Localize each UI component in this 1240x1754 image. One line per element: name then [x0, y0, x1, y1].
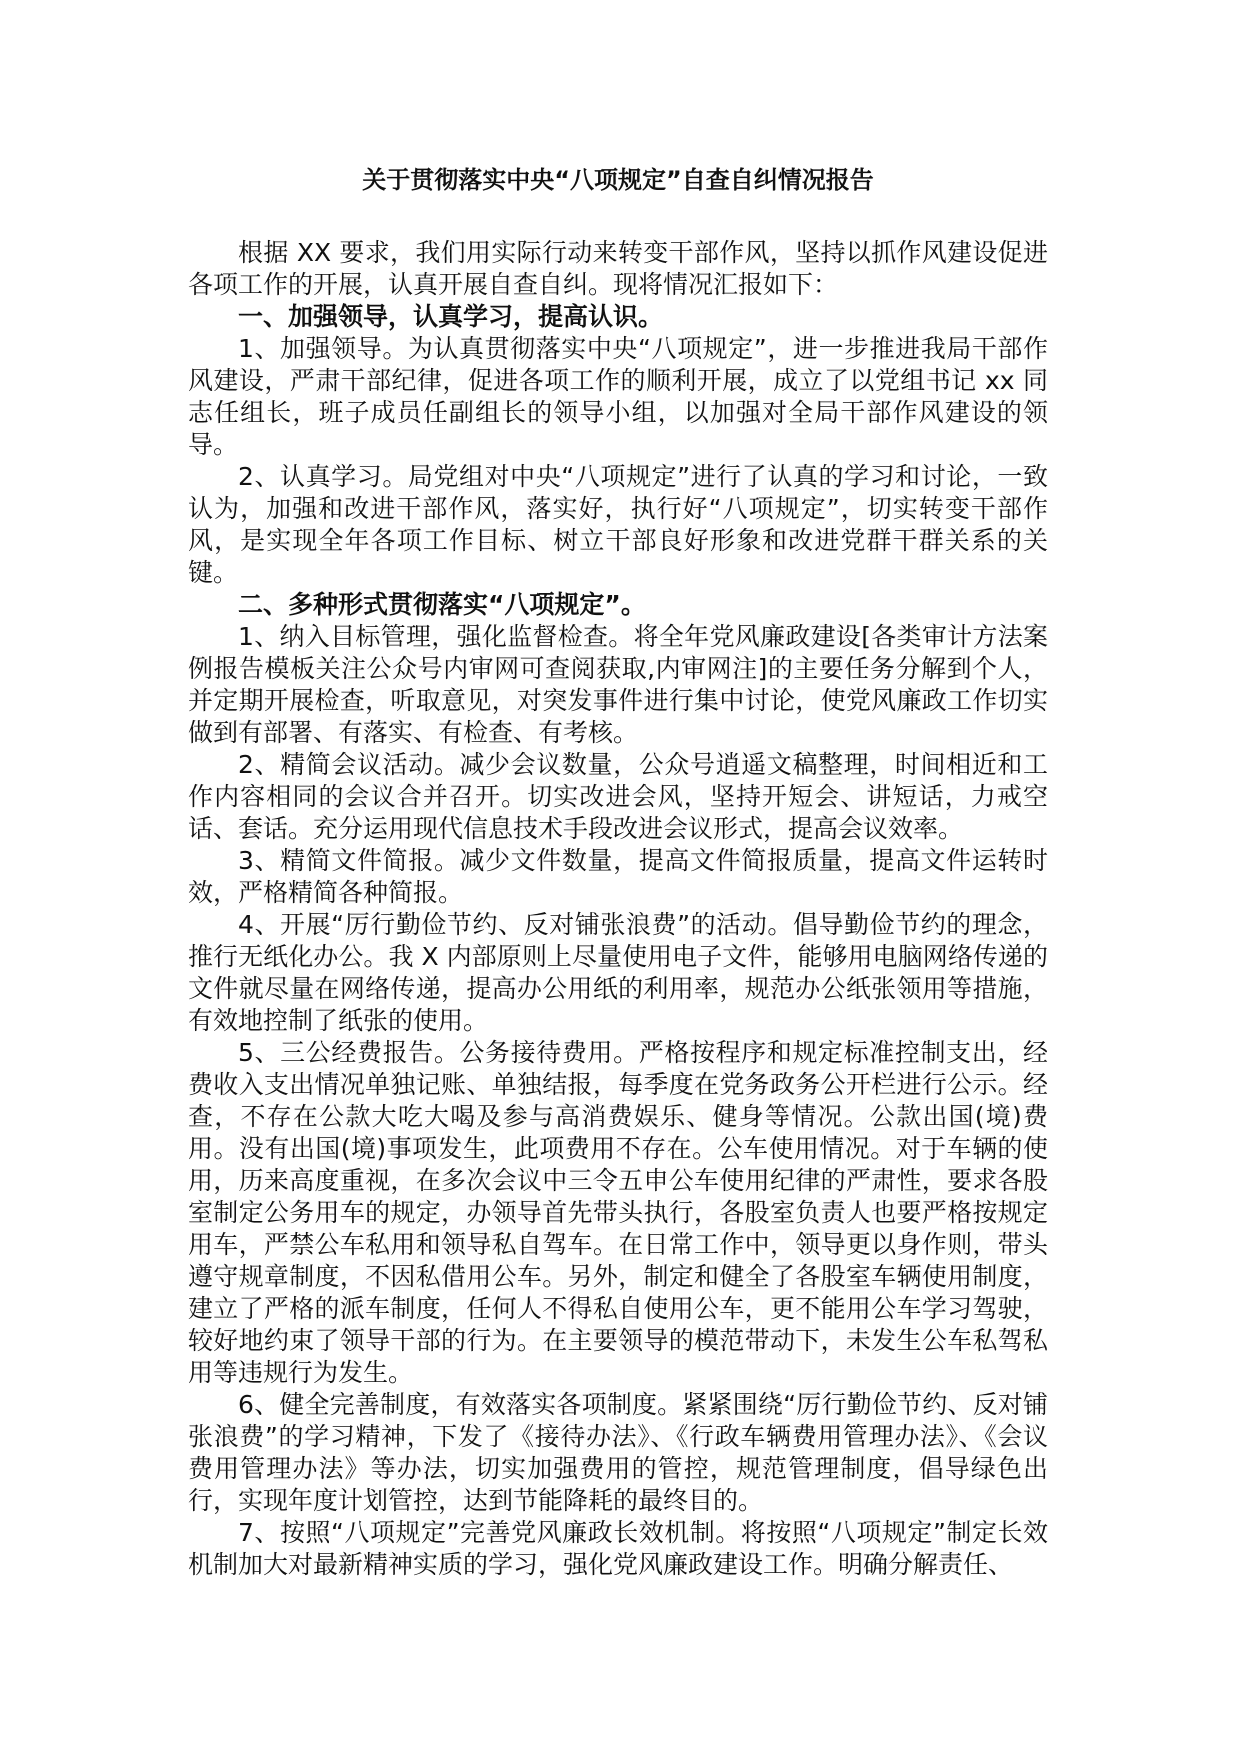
- section-2-item-4: 4、开展“厉行勤俭节约、反对铺张浪费”的活动。倡导勤俭节约的理念，推行无纸化办公。我 X 内部原则上尽量使用电子文件，能够用电脑网络传递的文件就尽量在网络传递，提高办公用纸的利用率，规范办公纸张领用等措施，有效地控制了纸张的使用。: [188, 910, 1048, 1035]
- section-2-item-5: 5、三公经费报告。公务接待费用。严格按程序和规定标准控制支出，经费收入支出情况单独记账、单独结报，每季度在党务政务公开栏进行公示。经查，不存在公款大吃大喝及参与高消费娱乐、健身等情况。公款出国(境)费用。没有出国(境)事项发生，此项费用不存在。公车使用情况。对于车辆的使用，历来高度重视，在多次会议中三令五申公车使用纪律的严肃性，要求各股室制定公务用车的规定，办领导首先带头执行，各股室负责人也要严格按规定用车，严禁公车私用和领导私自驾车。在日常工作中，领导更以身作则，带头遵守规章制度，不因私借用公车。另外，制定和健全了各股室车辆使用制度，建立了严格的派车制度，任何人不得私自使用公车，更不能用公车学习驾驶，较好地约束了领导干部的行为。在主要领导的模范带动下，未发生公车私驾私用等违规行为发生。: [188, 1038, 1048, 1387]
- section-1-heading: 一、加强领导，认真学习，提高认识。: [238, 302, 664, 331]
- section-2-item-7: 7、按照“八项规定”完善党风廉政长效机制。将按照“八项规定”制定长效机制加大对最新精神实质的学习，强化党风廉政建设工作。明确分解责任、: [188, 1518, 1048, 1579]
- section-2-item-1: 1、纳入目标管理，强化监督检查。将全年党风廉政建设[各类审计方法案例报告模板关注公众号内审网可查阅获取,内审网注]的主要任务分解到个人，并定期开展检查，听取意见，对突发事件进行集中讨论，使党风廉政工作切实做到有部署、有落实、有检查、有考核。: [188, 622, 1048, 747]
- intro-paragraph: 根据 XX 要求，我们用实际行动来转变干部作风，坚持以抓作风建设促进各项工作的开展，认真开展自查自纠。现将情况汇报如下：: [188, 238, 1048, 299]
- section-2-item-3: 3、精简文件简报。减少文件数量，提高文件简报质量，提高文件运转时效，严格精简各种简报。: [188, 846, 1048, 907]
- document-title: 关于贯彻落实中央“八项规定”自查自纠情况报告: [362, 166, 874, 194]
- section-1-item-1: 1、加强领导。为认真贯彻落实中央“八项规定”，进一步推进我局干部作风建设，严肃干部纪律，促进各项工作的顺利开展，成立了以党组书记 xx 同志任组长，班子成员任副组长的领导小组，以加强对全局干部作风建设的领导。: [188, 334, 1048, 459]
- section-2-heading: 二、多种形式贯彻落实“八项规定”。: [238, 590, 646, 619]
- section-2-item-6: 6、健全完善制度，有效落实各项制度。紧紧围绕“厉行勤俭节约、反对铺张浪费”的学习精神，下发了《接待办法》、《行政车辆费用管理办法》、《会议费用管理办法》等办法，切实加强费用的管控，规范管理制度，倡导绿色出行，实现年度计划管控，达到节能降耗的最终目的。: [188, 1390, 1048, 1515]
- document-page: [188, 163, 1048, 1581]
- section-2-item-2: 2、精简会议活动。减少会议数量，公众号逍遥文稿整理，时间相近和工作内容相同的会议合并召开。切实改进会风，坚持开短会、讲短话，力戒空话、套话。充分运用现代信息技术手段改进会议形式，提高会议效率。: [188, 750, 1048, 843]
- section-1-item-2: 2、认真学习。局党组对中央“八项规定”进行了认真的学习和讨论，一致认为，加强和改进干部作风，落实好，执行好“八项规定”，切实转变干部作风，是实现全年各项工作目标、树立干部良好形象和改进党群干群关系的关键。: [188, 462, 1048, 587]
